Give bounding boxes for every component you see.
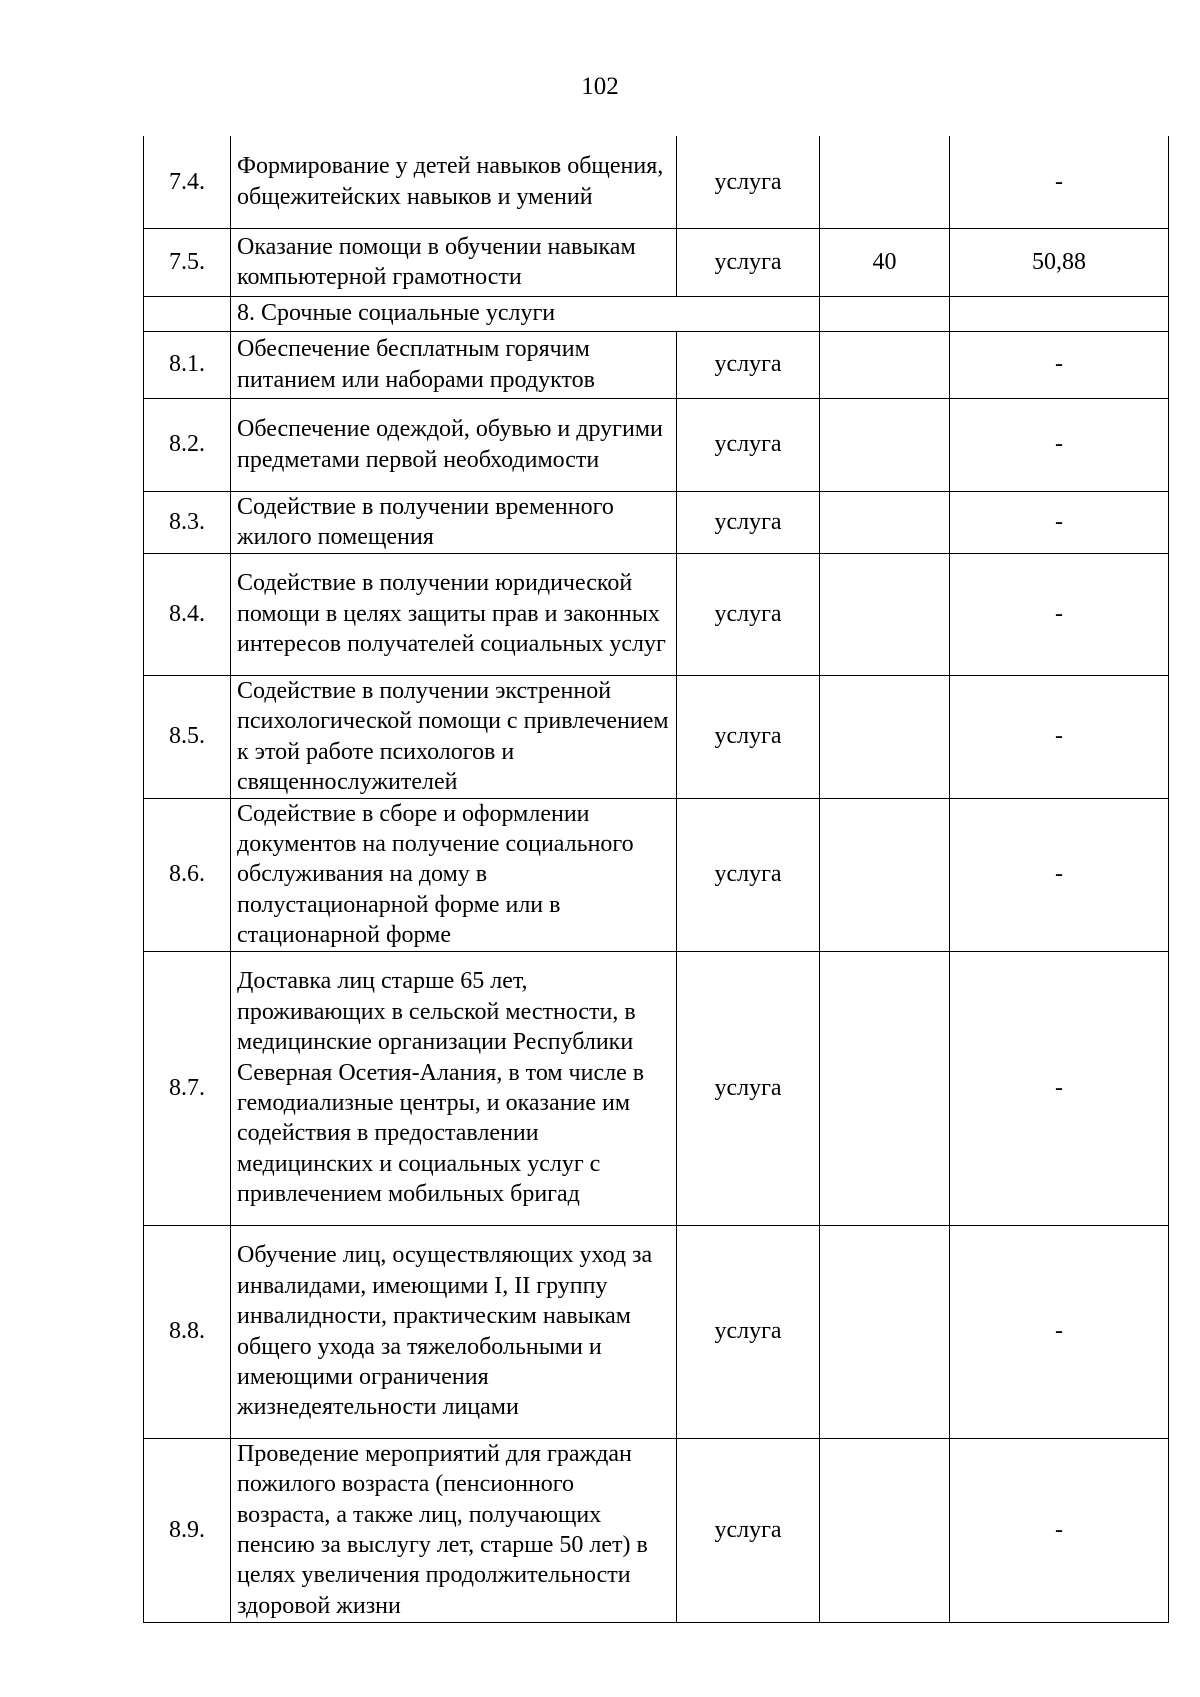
service-cost: - <box>950 1225 1169 1438</box>
service-name: Оказание помощи в обучении навыкам компьютерной грамотности <box>231 228 677 296</box>
service-name: Обучение лиц, осуществляющих уход за инвалидами, имеющими I, II группу инвалидности, практическим навыкам общего ухода за тяжелобольными и имеющими ограничения жизнедеятельности лицами <box>231 1225 677 1438</box>
service-cost: - <box>950 331 1169 398</box>
service-unit: услуга <box>677 398 820 491</box>
row-number: 8.6. <box>144 798 231 951</box>
section-row <box>144 296 1169 331</box>
service-cost: - <box>950 798 1169 951</box>
service-value <box>820 675 950 798</box>
table-row <box>144 951 1169 1225</box>
service-unit: услуга <box>677 553 820 675</box>
table-row <box>144 553 1169 675</box>
service-name: Формирование у детей навыков общения, общежитейских навыков и умений <box>231 136 677 228</box>
service-value <box>820 296 950 331</box>
table-row <box>144 398 1169 491</box>
row-number: 8.7. <box>144 951 231 1225</box>
row-number: 7.4. <box>144 136 231 228</box>
row-number <box>144 296 231 331</box>
service-value <box>820 951 950 1225</box>
service-cost: - <box>950 136 1169 228</box>
service-name: Доставка лиц старше 65 лет, проживающих в сельской местности, в медицинские организации Республики Северная Осетия-Алания, в том числе в гемодиализные центры, и оказание им содействия в предоставлении медицинских и социальных услуг с привлечением мобильных бригад <box>231 951 677 1225</box>
service-value <box>820 398 950 491</box>
table-row <box>144 331 1169 398</box>
service-unit: услуга <box>677 675 820 798</box>
service-cost: - <box>950 951 1169 1225</box>
row-number: 7.5. <box>144 228 231 296</box>
service-cost: 50,88 <box>950 228 1169 296</box>
service-value <box>820 491 950 553</box>
row-number: 8.8. <box>144 1225 231 1438</box>
row-number: 8.4. <box>144 553 231 675</box>
table-row <box>144 1225 1169 1438</box>
service-value <box>820 136 950 228</box>
table-row <box>144 491 1169 553</box>
service-name: Содействие в сборе и оформлении документов на получение социального обслуживания на дому в полустационарной форме или в стационарной форме <box>231 798 677 951</box>
service-value <box>820 331 950 398</box>
service-unit: услуга <box>677 228 820 296</box>
service-value <box>820 798 950 951</box>
table-row <box>144 798 1169 951</box>
service-unit: услуга <box>677 798 820 951</box>
table-row <box>144 1438 1169 1622</box>
table-row <box>144 136 1169 228</box>
service-cost: - <box>950 1438 1169 1622</box>
service-cost: - <box>950 398 1169 491</box>
service-unit: услуга <box>677 951 820 1225</box>
service-unit: услуга <box>677 1438 820 1622</box>
service-cost <box>950 296 1169 331</box>
service-unit: услуга <box>677 331 820 398</box>
row-number: 8.2. <box>144 398 231 491</box>
row-number: 8.5. <box>144 675 231 798</box>
service-unit: услуга <box>677 491 820 553</box>
service-value <box>820 553 950 675</box>
row-number: 8.1. <box>144 331 231 398</box>
service-value <box>820 1438 950 1622</box>
row-number: 8.3. <box>144 491 231 553</box>
service-name: Содействие в получении экстренной психологической помощи с привлечением к этой работе психологов и священнослужителей <box>231 675 677 798</box>
service-cost: - <box>950 675 1169 798</box>
service-value: 40 <box>820 228 950 296</box>
service-unit: услуга <box>677 1225 820 1438</box>
service-name: Обеспечение одеждой, обувью и другими предметами первой необходимости <box>231 398 677 491</box>
table-row <box>144 675 1169 798</box>
row-number: 8.9. <box>144 1438 231 1622</box>
service-name: Обеспечение бесплатным горячим питанием или наборами продуктов <box>231 331 677 398</box>
service-name: Содействие в получении временного жилого помещения <box>231 491 677 553</box>
services-table <box>143 136 1169 1623</box>
table-row <box>144 228 1169 296</box>
service-cost: - <box>950 553 1169 675</box>
service-name: Проведение мероприятий для граждан пожилого возраста (пенсионного возраста, а также лиц, получающих пенсию за выслугу лет, старше 50 лет) в целях увеличения продолжительности здоровой жизни <box>231 1438 677 1622</box>
service-unit: услуга <box>677 136 820 228</box>
service-cost: - <box>950 491 1169 553</box>
service-name: Содействие в получении юридической помощи в целях защиты прав и законных интересов получателей социальных услуг <box>231 553 677 675</box>
service-value <box>820 1225 950 1438</box>
section-title: 8. Срочные социальные услуги <box>231 296 820 331</box>
page-number: 102 <box>581 73 619 100</box>
